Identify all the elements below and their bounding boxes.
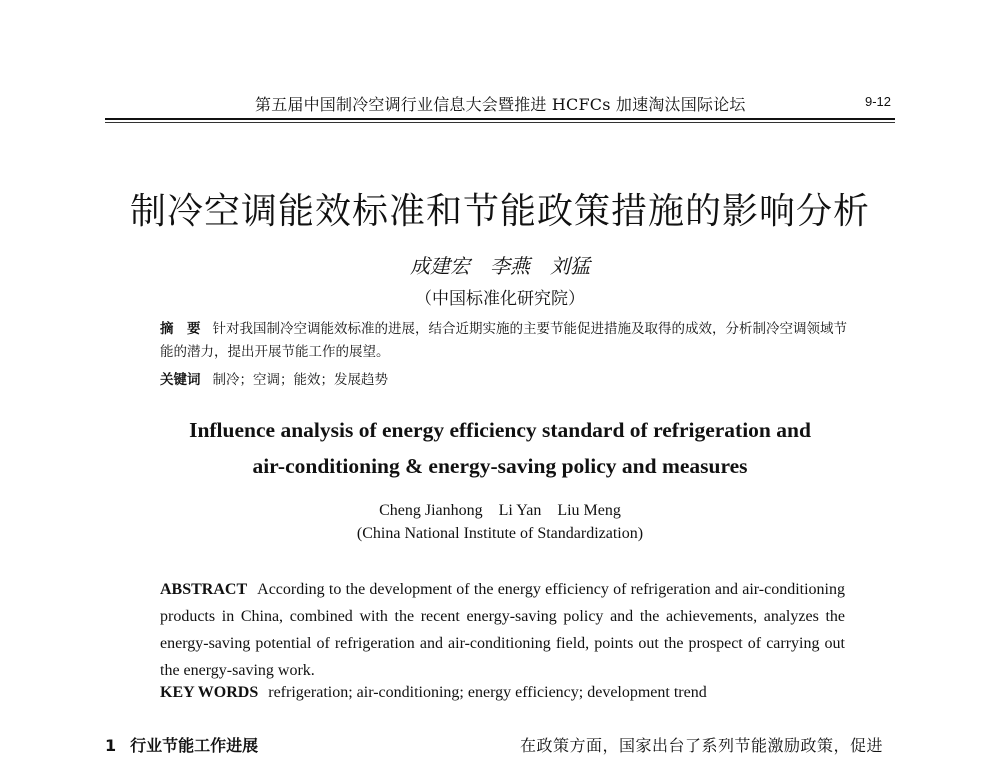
affiliation-chinese: （中国标准化研究院） [415, 289, 585, 309]
keywords-chinese-label: 关键词 [160, 372, 201, 388]
section-1-number: 1 [105, 736, 117, 755]
abstract-chinese-label: 摘 要 [160, 321, 201, 337]
body-text-start: 在政策方面，国家出台了系列节能激励政策，促进 [520, 736, 884, 755]
abstract-english [160, 576, 845, 684]
abstract-chinese-text: 针对我国制冷空调能效标准的进展，结合近期实施的主要节能促进措施及取得的成效，分析制冷空调领域节能的潜力，提出开展节能工作的展望。 [160, 321, 847, 360]
header-rule-thin [105, 122, 895, 123]
keywords-english [160, 684, 707, 702]
affiliation-english: (China National Institute of Standardization) [356, 525, 644, 542]
abstract-english-text: According to the development of the energy efficiency of refrigeration and air-conditioning products in China, combined with the recent energy-saving policy and the achievements, analyzes the energy-saving potential of refrigeration and air-conditioning field, points out the prospect of carrying out the energy-saving work. [160, 581, 845, 679]
title-english-line2: air-conditioning & energy-saving policy and measures [252, 454, 748, 478]
section-1-title: 行业节能工作进展 [130, 736, 259, 755]
keywords-chinese-text: 制冷；空调；能效；发展趋势 [212, 372, 388, 388]
authors-chinese: 成建宏 李燕 刘猛 [410, 254, 590, 278]
paper-title-chinese: 制冷空调能效标准和节能政策措施的影响分析 [129, 191, 870, 232]
section-1-heading [105, 733, 258, 756]
page-number: 9-12 [865, 94, 892, 109]
running-header: 第五届中国制冷空调行业信息大会暨推进 HCFCs 加速淘汰国际论坛 [255, 95, 746, 114]
abstract-chinese [160, 318, 850, 364]
abstract-english-label: ABSTRACT [160, 581, 248, 598]
title-english-line1: Influence analysis of energy efficiency standard of refrigeration and [189, 418, 811, 442]
paper-title-english [150, 412, 850, 484]
header-rule-thick [105, 118, 895, 120]
authors-english: Cheng Jianhong Li Yan Liu Meng [379, 502, 621, 519]
keywords-english-text: refrigeration; air-conditioning; energy efficiency; development trend [268, 684, 707, 701]
keywords-english-label: KEY WORDS [160, 684, 259, 701]
keywords-chinese [160, 368, 388, 388]
